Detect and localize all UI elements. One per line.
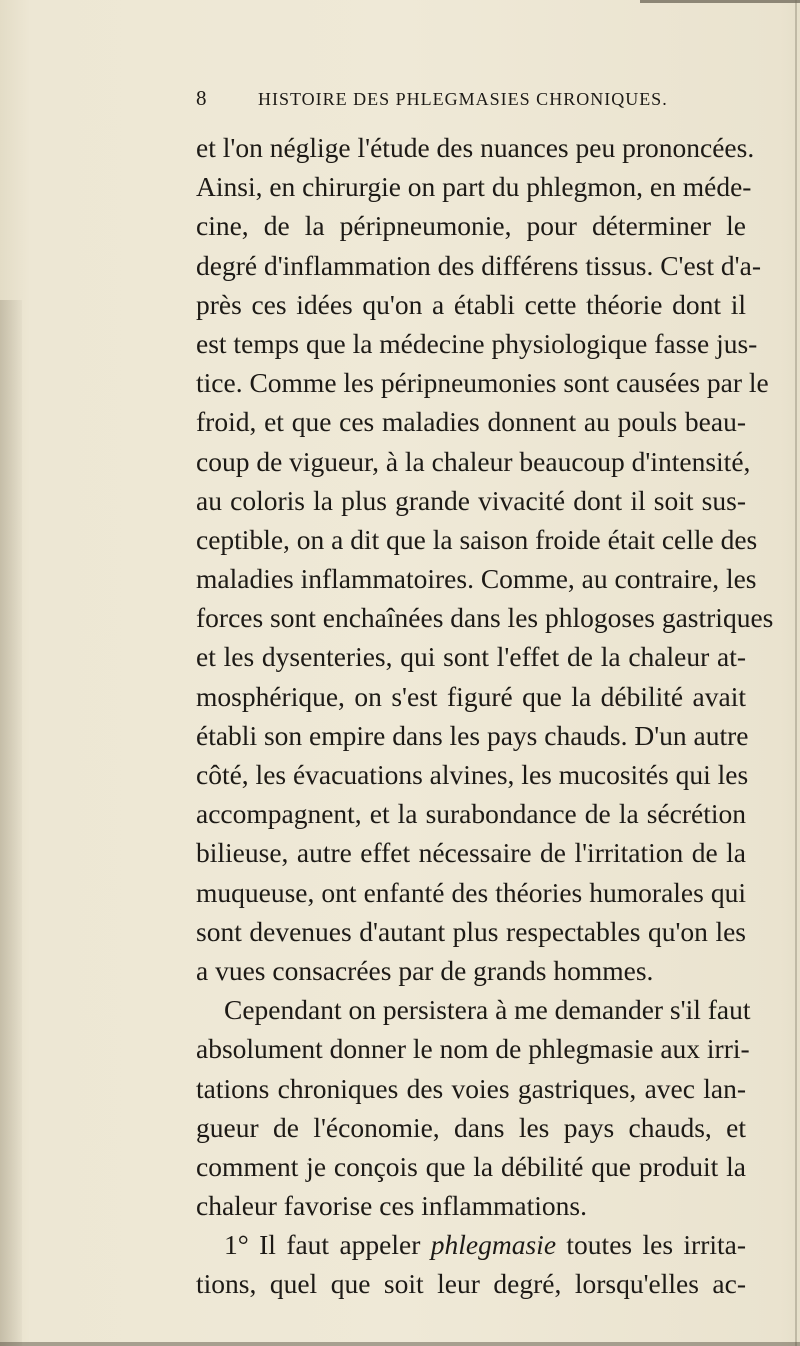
text-line: absolument donner le nom de phlegmasie aux irri- <box>196 1033 750 1065</box>
text-line: ceptible, on a dit que la saison froide était celle des <box>196 523 758 555</box>
text-line: tice. Comme les péripneumonies sont causées par le <box>196 367 769 399</box>
text-line: et l'on néglige l'étude des nuances peu prononcées. <box>196 132 755 163</box>
text-line: maladies inflammatoires. Comme, au contraire, les <box>196 563 757 595</box>
numbered-point-line <box>196 1225 746 1264</box>
point-text-after: toutes les irrita- <box>566 1229 747 1261</box>
running-head: HISTOIRE DES PHLEGMASIES CHRONIQUES. <box>258 89 668 109</box>
text-line: cine, de la péripneumonie, pour déterminer le <box>196 210 746 242</box>
point-text-before: Il faut appeler <box>259 1229 421 1261</box>
text-line: au coloris la plus grande vivacité dont il soit sus- <box>196 484 746 516</box>
text-line: près ces idées qu'on a établi cette théorie dont il <box>196 288 746 320</box>
page-number: 8 <box>196 86 208 110</box>
text-line: coup de vigueur, à la chaleur beaucoup d'intensité, <box>196 445 751 477</box>
text-line: gueur de l'économie, dans les pays chauds, et <box>196 1111 746 1143</box>
text-line: bilieuse, autre effet nécessaire de l'irritation de la <box>196 837 746 869</box>
text-line: muqueuse, ont enfanté des théories humorales qui <box>196 876 746 908</box>
text-line: sont devenues d'autant plus respectables qu'on les <box>196 915 746 947</box>
binding-gutter-shadow <box>0 300 22 1346</box>
text-line: accompagnent, et la surabondance de la sécrétion <box>196 798 746 830</box>
top-edge-rule <box>640 0 800 3</box>
text-line: degré d'inflammation des différens tissus. C'est d'a- <box>196 249 761 281</box>
text-line: forces sont enchaînées dans les phlogoses gastriques <box>196 602 774 634</box>
text-line: côté, les évacuations alvines, les mucosités qui les <box>196 759 749 790</box>
text-line: est temps que la médecine physiologique fasse jus- <box>196 327 758 359</box>
point-number: 1° <box>224 1229 249 1261</box>
text-line: tions, quel que soit leur degré, lorsqu'elles ac- <box>196 1268 746 1300</box>
paragraph-start-line: Cependant on persistera à me demander s'il faut <box>224 994 751 1026</box>
text-line: comment je conçois que la débilité que produit la <box>196 1150 746 1182</box>
text-line: établi son empire dans les pays chauds. D'un autre <box>196 719 749 751</box>
right-edge-rule <box>795 0 797 1346</box>
paragraph-end-line: chaleur favorise ces inflammations. <box>196 1190 587 1222</box>
body-text <box>196 128 774 1304</box>
text-line: et les dysenteries, qui sont l'effet de la chaleur at- <box>196 641 746 673</box>
bottom-edge-rule <box>0 1342 800 1346</box>
text-line: tations chroniques des voies gastriques, avec lan- <box>196 1072 746 1104</box>
italic-term: phlegmasie <box>430 1229 557 1261</box>
text-line: mosphérique, on s'est figuré que la débilité avait <box>196 680 746 712</box>
text-line: froid, et que ces maladies donnent au pouls beau- <box>196 406 746 438</box>
paragraph-end-line: a vues consacrées par de grands hommes. <box>196 954 654 986</box>
page-header <box>196 86 716 114</box>
text-line: Ainsi, en chirurgie on part du phlegmon, en méde- <box>196 171 752 203</box>
